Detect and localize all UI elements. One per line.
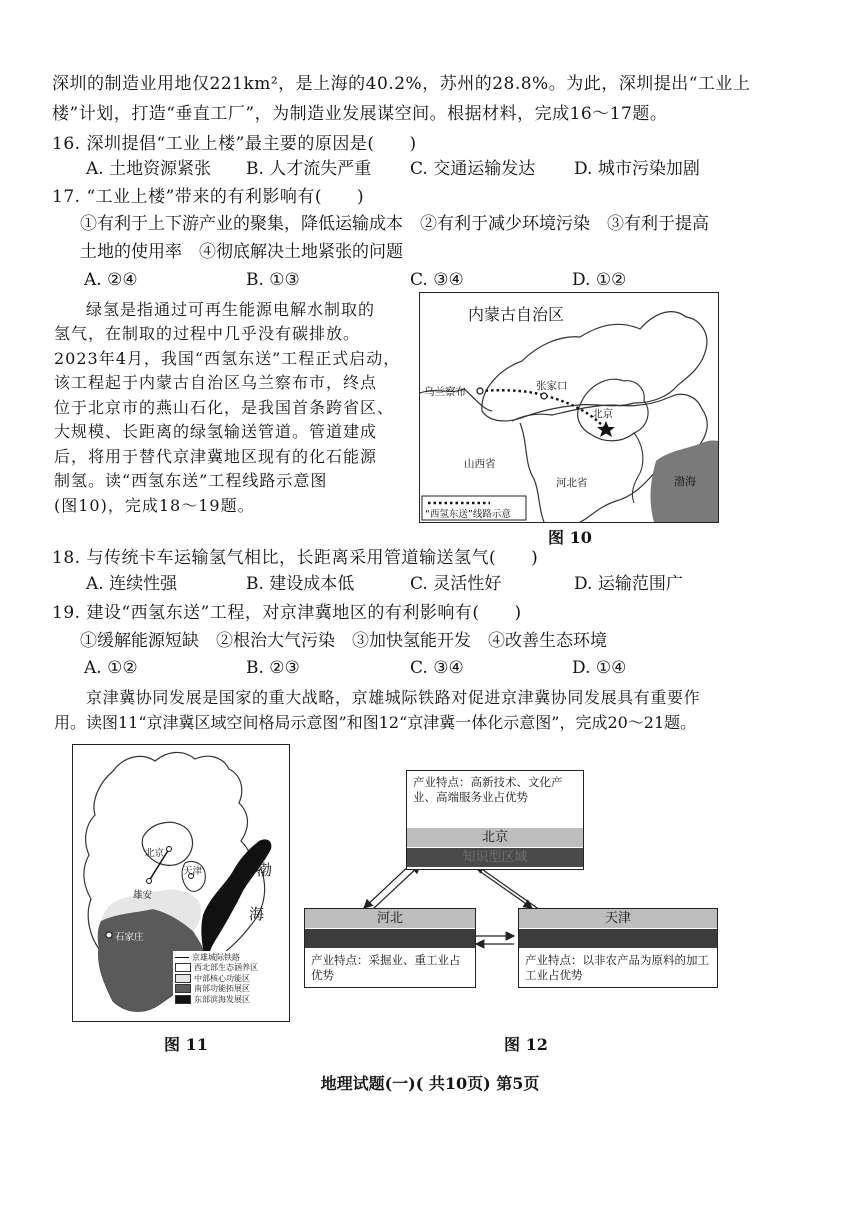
intro-line-2: 楼”计划，打造“垂直工厂”，为制造业发展谋空间。根据材料，完成16～17题。 bbox=[52, 104, 668, 124]
hydrogen-passage-line: 后，将用于替代京津冀地区现有的化石能源 bbox=[54, 447, 378, 466]
fig12-beijing-features: 产业特点：高新技术、文化产业、高端服务业占优势 bbox=[413, 775, 563, 804]
fig10-label-bohai: 渤海 bbox=[674, 475, 696, 488]
q18-option-a: A. 连续性强 bbox=[86, 574, 178, 594]
fig12-hebei-box bbox=[304, 908, 476, 988]
fig10-caption: 图 10 bbox=[548, 528, 592, 547]
q19-option-c: C. ③④ bbox=[410, 658, 464, 678]
fig12-tianjin-features: 产业特点：以非农产品为原料的加工工业占优势 bbox=[525, 953, 709, 982]
figure-12-diagram bbox=[300, 770, 720, 1020]
fig12-hebei-name: 河北 bbox=[305, 909, 475, 928]
q17-option-b: B. ①③ bbox=[246, 270, 300, 290]
q17-option-c: C. ③④ bbox=[410, 270, 464, 290]
legend-central-label: 中部核心功能区 bbox=[194, 973, 250, 983]
fig11-label-xiongan: 雄安 bbox=[133, 890, 153, 901]
fig11-label-shijiazhuang: 石家庄 bbox=[115, 932, 144, 943]
legend-swatch bbox=[175, 995, 191, 1004]
fig12-tianjin-box bbox=[518, 908, 718, 988]
fig12-beijing-box bbox=[406, 770, 584, 870]
legend-swatch bbox=[175, 963, 191, 972]
legend-northwest-label: 西北部生态涵养区 bbox=[194, 963, 258, 973]
q19-option-d: D. ①④ bbox=[572, 658, 627, 678]
figure-11-map bbox=[72, 744, 290, 1022]
legend-east-zone bbox=[175, 994, 258, 1005]
hydrogen-passage-line: 氢气，在制取的过程中几乎没有碳排放。 bbox=[54, 324, 361, 343]
inner-mongolia-boundary bbox=[482, 312, 707, 421]
legend-south-zone bbox=[175, 984, 258, 995]
q17-items-line-2: 土地的使用率 ④彻底解决土地紧张的问题 bbox=[80, 242, 403, 262]
q17-option-d: D. ①② bbox=[572, 270, 627, 290]
q19-option-b: B. ②③ bbox=[246, 658, 300, 678]
fig11-legend bbox=[173, 951, 260, 1006]
q16-option-a: A. 土地资源紧张 bbox=[86, 159, 212, 179]
q16-option-d: D. 城市污染加剧 bbox=[574, 159, 700, 179]
fig12-tianjin-zone bbox=[519, 929, 717, 948]
fig10-label-beijing: 北京 bbox=[592, 408, 613, 420]
legend-swatch bbox=[175, 974, 191, 983]
legend-swatch bbox=[175, 984, 191, 993]
fig10-label-hebei: 河北省 bbox=[556, 477, 588, 489]
wulanchabu-point bbox=[477, 388, 483, 394]
fig10-label-zhangjiakou: 张家口 bbox=[536, 380, 568, 392]
hydrogen-passage-line: 大规模、长距离的绿氢输送管道。管道建成 bbox=[54, 422, 378, 441]
q19-items: ①缓解能源短缺 ②根治大气污染 ③加快氢能开发 ④改善生态环境 bbox=[80, 631, 607, 651]
hydrogen-passage-line: 该工程起于内蒙古自治区乌兰察布市，终点 bbox=[54, 373, 378, 392]
q17-stem: 17. “工业上楼”带来的有利影响有( ) bbox=[52, 187, 365, 207]
fig10-label-wulanchabu: 乌兰察布 bbox=[424, 386, 466, 398]
fig12-beijing-name: 北京 bbox=[407, 828, 583, 847]
fig11-label-beijing: 北京 bbox=[145, 848, 165, 859]
arrow-hebei-to-beijing bbox=[372, 865, 420, 910]
shijiazhuang-point bbox=[106, 932, 112, 938]
xiongan-point bbox=[147, 879, 152, 884]
q16-option-b: B. 人才流失严重 bbox=[246, 159, 372, 179]
fig12-hebei-zone bbox=[305, 929, 475, 948]
fig10-label-shanxi: 山西省 bbox=[464, 458, 496, 470]
legend-south-label: 南部功能拓展区 bbox=[194, 984, 250, 994]
intro-line-1: 深圳的制造业用地仅221km²，是上海的40.2%，苏州的28.8%。为此，深圳提出“工业上 bbox=[52, 74, 751, 94]
page-footer: 地理试题(一)( 共10页) 第5页 bbox=[320, 1074, 540, 1093]
fig12-tianjin-name: 天津 bbox=[519, 909, 717, 928]
fig12-beijing-zone: 知识型区域 bbox=[407, 848, 583, 867]
fig10-region-title: 内蒙古自治区 bbox=[468, 305, 565, 324]
legend-railway-label: 京雄城际铁路 bbox=[192, 952, 240, 962]
q17-items-line-1: ①有利于上下游产业的聚集，降低运输成本 ②有利于减少环境污染 ③有利于提高 bbox=[80, 214, 709, 234]
arrow-beijing-to-hebei bbox=[364, 863, 412, 908]
q19-option-a: A. ①② bbox=[84, 658, 138, 678]
legend-northwest-zone bbox=[175, 963, 258, 974]
hydrogen-passage-line: 制氢。读“西氢东送”工程线路示意图 bbox=[54, 471, 328, 490]
fig10-legend-label: “西氢东送”线路示意 bbox=[425, 509, 511, 520]
fig12-hebei-features: 产业特点：采掘业、重工业占优势 bbox=[311, 953, 461, 982]
hydrogen-passage-line: (图10)，完成18～19题。 bbox=[54, 496, 255, 515]
fig11-label-bo: 渤 bbox=[257, 861, 273, 879]
hydrogen-passage-line: 绿氢是指通过可再生能源电解水制取的 bbox=[86, 300, 376, 319]
jjj-passage-line-1: 京津冀协同发展是国家的重大战略，京雄城际铁路对促进京津冀协同发展具有重要作 bbox=[86, 688, 701, 707]
fig12-caption: 图 12 bbox=[504, 1035, 548, 1054]
fig11-label-tianjin: 天津 bbox=[183, 866, 203, 877]
zhangjiakou-point bbox=[541, 393, 547, 399]
q18-stem: 18. 与传统卡车运输氢气相比，长距离采用管道输送氢气( ) bbox=[52, 548, 539, 568]
q19-stem: 19. 建设“西氢东送”工程，对京津冀地区的有利影响有( ) bbox=[52, 603, 522, 623]
legend-central-zone bbox=[175, 973, 258, 984]
q18-option-d: D. 运输范围广 bbox=[574, 574, 683, 594]
legend-railway bbox=[175, 952, 258, 963]
q18-option-c: C. 灵活性好 bbox=[410, 574, 502, 594]
fig11-caption: 图 11 bbox=[164, 1035, 208, 1054]
legend-east-label: 东部滨海发展区 bbox=[194, 994, 250, 1004]
legend-railway-symbol bbox=[175, 957, 189, 958]
hydrogen-passage-line: 2023年4月，我国“西氢东送”工程正式启动， bbox=[54, 349, 401, 368]
q16-option-c: C. 交通运输发达 bbox=[410, 159, 536, 179]
arrow-tianjin-to-beijing bbox=[476, 865, 540, 910]
hydrogen-passage-line: 位于北京市的燕山石化，是我国首条跨省区、 bbox=[54, 398, 395, 417]
q17-option-a: A. ②④ bbox=[84, 270, 138, 290]
fig11-label-hai: 海 bbox=[249, 905, 265, 923]
jjj-passage-line-2: 用。读图11“京津冀区域空间格局示意图”和图12“京津冀一体化示意图”，完成20～21题。 bbox=[54, 713, 697, 732]
figure-10-map bbox=[419, 292, 719, 523]
q18-option-b: B. 建设成本低 bbox=[246, 574, 355, 594]
beijing-point bbox=[167, 847, 172, 852]
q16-stem: 16. 深圳提倡“工业上楼”最主要的原因是( ) bbox=[52, 134, 417, 154]
